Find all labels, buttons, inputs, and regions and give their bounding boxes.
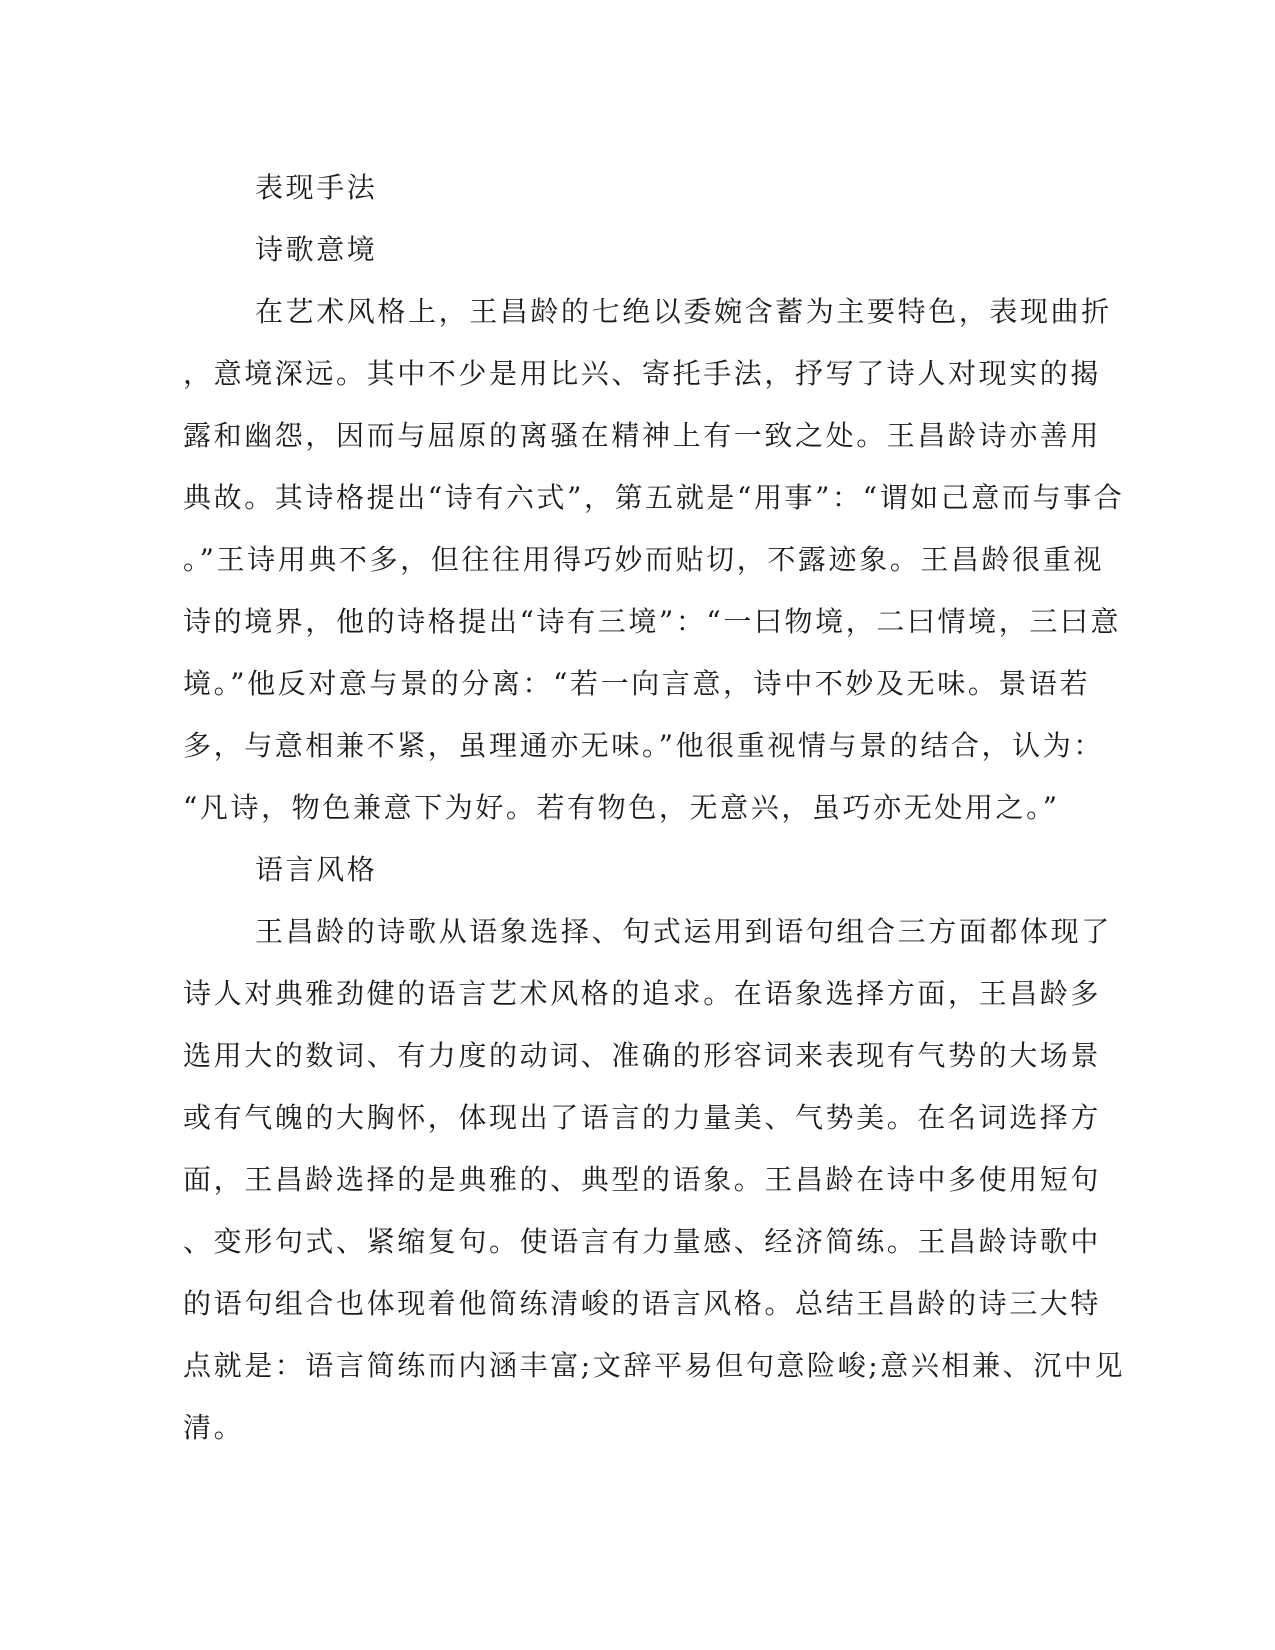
paragraph-line: 在艺术风格上，王昌龄的七绝以委婉含蓄为主要特色，表现曲折 xyxy=(255,295,1112,328)
document-body xyxy=(183,157,1126,1459)
paragraph-line: 。”王诗用典不多，但往往用得巧妙而贴切，不露迹象。王昌龄很重视 xyxy=(183,543,1104,576)
subsection-heading-poetic-realm: 诗歌意境 xyxy=(255,233,378,266)
paragraph-line: 王昌龄的诗歌从语象选择、句式运用到语句组合三方面都体现了 xyxy=(255,915,1112,948)
paragraph-line: 的语句组合也体现着他简练清峻的语言风格。总结王昌龄的诗三大特 xyxy=(183,1287,1102,1320)
paragraph-line: 、变形句式、紧缩复句。使语言有力量感、经济简练。王昌龄诗歌中 xyxy=(183,1225,1102,1258)
paragraph-line: 典故。其诗格提出“诗有六式”，第五就是“用事”：“谓如己意而与事合 xyxy=(183,481,1125,514)
paragraph-line: 露和幽怨，因而与屈原的离骚在精神上有一致之处。王昌龄诗亦善用 xyxy=(183,419,1102,452)
paragraph-line: “凡诗，物色兼意下为好。若有物色，无意兴，虽巧亦无处用之。” xyxy=(183,791,1060,824)
paragraph-line: 诗人对典雅劲健的语言艺术风格的追求。在语象选择方面，王昌龄多 xyxy=(183,977,1102,1010)
section-heading-techniques: 表现手法 xyxy=(255,171,378,204)
subsection-heading-language-style: 语言风格 xyxy=(255,853,378,886)
paragraph-line: 清。 xyxy=(183,1411,245,1444)
paragraph-line: 点就是：语言简练而内涵丰富;文辞平易但句意险峻;意兴相兼、沉中见 xyxy=(183,1349,1126,1382)
paragraph-line: 多，与意相兼不紧，虽理通亦无味。”他很重视情与景的结合，认为： xyxy=(183,729,1104,762)
paragraph-line: 选用大的数词、有力度的动词、准确的形容词来表现有气势的大场景 xyxy=(183,1039,1102,1072)
paragraph-line: ，意境深远。其中不少是用比兴、寄托手法，抒写了诗人对现实的揭 xyxy=(183,357,1102,390)
paragraph-line: 或有气魄的大胸怀，体现出了语言的力量美、气势美。在名词选择方 xyxy=(183,1101,1102,1134)
paragraph-line: 境。”他反对意与景的分离：“若一向言意，诗中不妙及无味。景语若 xyxy=(183,667,1091,700)
paragraph-line: 面，王昌龄选择的是典雅的、典型的语象。王昌龄在诗中多使用短句 xyxy=(183,1163,1102,1196)
paragraph-line: 诗的境界，他的诗格提出“诗有三境”：“一曰物境，二曰情境，三曰意 xyxy=(183,605,1122,638)
